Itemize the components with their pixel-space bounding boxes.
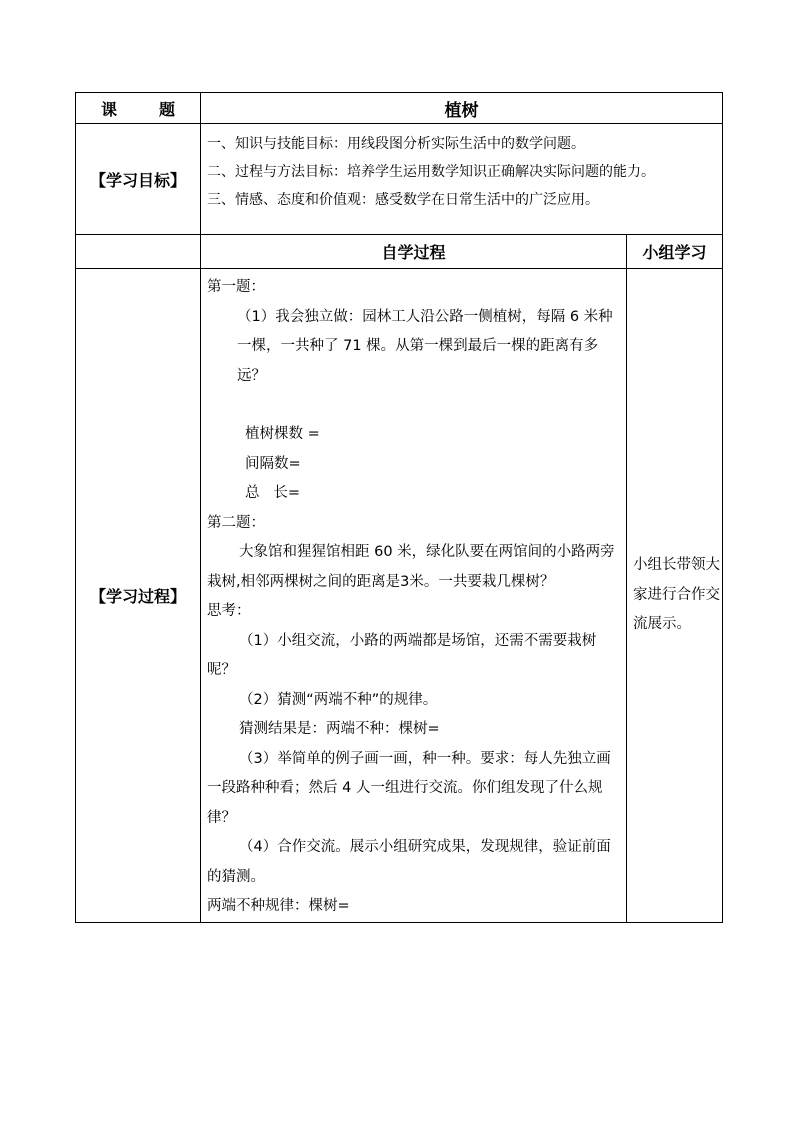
- q1-title: 第一题：: [207, 279, 265, 295]
- q1-trees: 植树棵数 =: [245, 426, 320, 442]
- topic-row: [76, 93, 723, 124]
- step-1: （1）小组交流，小路的两端都是场馆，还需不需要栽树呢？: [207, 632, 597, 678]
- step-4: （4）合作交流。展示小组研究成果，发现规律，验证前面的猜测。: [207, 839, 611, 885]
- blank-line: [207, 391, 620, 420]
- topic-label-char-2: 题: [159, 99, 176, 119]
- goals-list: [201, 124, 723, 235]
- topic-label-char-1: 课: [100, 99, 117, 119]
- column-header-row: [76, 235, 723, 269]
- q2-text: 大象馆和猩猩馆相距 60 米，绿化队要在两馆间的小路两旁栽树,相邻两棵树之间的距离是3米。一共要栽几棵树？: [207, 544, 615, 590]
- self-study-header: 自学过程: [201, 235, 627, 269]
- q1-intervals: 间隔数=: [245, 455, 301, 472]
- goal-item: 三、情感、态度和价值观：感受数学在日常生活中的广泛应用。: [207, 192, 599, 208]
- process-label: 【学习过程】: [76, 269, 201, 923]
- lesson-title: 植树: [201, 93, 723, 124]
- topic-label-cell: [76, 93, 201, 124]
- group-study-header: 小组学习: [627, 235, 723, 269]
- rule-line: 两端不种规律：棵树=: [207, 898, 350, 914]
- step-2: （2）猜测“两端不种”的规律。: [239, 691, 438, 708]
- think-label: 思考：: [207, 603, 251, 619]
- q2-title: 第二题：: [207, 514, 265, 531]
- empty-header-cell: [76, 235, 201, 269]
- self-study-content: [201, 269, 627, 923]
- guess-result: 猜测结果是：两端不种：棵树=: [239, 721, 440, 737]
- goals-row: [76, 124, 723, 235]
- q1-text: （1）我会独立做：园林工人沿公路一侧植树，每隔 6 米种一棵，一共种了 71 棵。从第一棵到最后一棵的距离有多远？: [237, 308, 613, 384]
- lesson-plan-table: [75, 92, 723, 923]
- goal-item: 二、过程与方法目标：培养学生运用数学知识正确解决实际问题的能力。: [207, 164, 655, 180]
- goals-label: 【学习目标】: [76, 124, 201, 235]
- process-row: [76, 269, 723, 923]
- step-3: （3）举简单的例子画一画，种一种。要求：每人先独立画一段路种种看；然后 4 人一组进行交流。你们组发现了什么规律？: [207, 750, 611, 826]
- group-study-note: 小组长带领大家进行合作交流展示。: [627, 269, 723, 923]
- goal-item: 一、知识与技能目标：用线段图分析实际生活中的数学问题。: [207, 136, 585, 152]
- q1-total: 总 长=: [245, 485, 300, 501]
